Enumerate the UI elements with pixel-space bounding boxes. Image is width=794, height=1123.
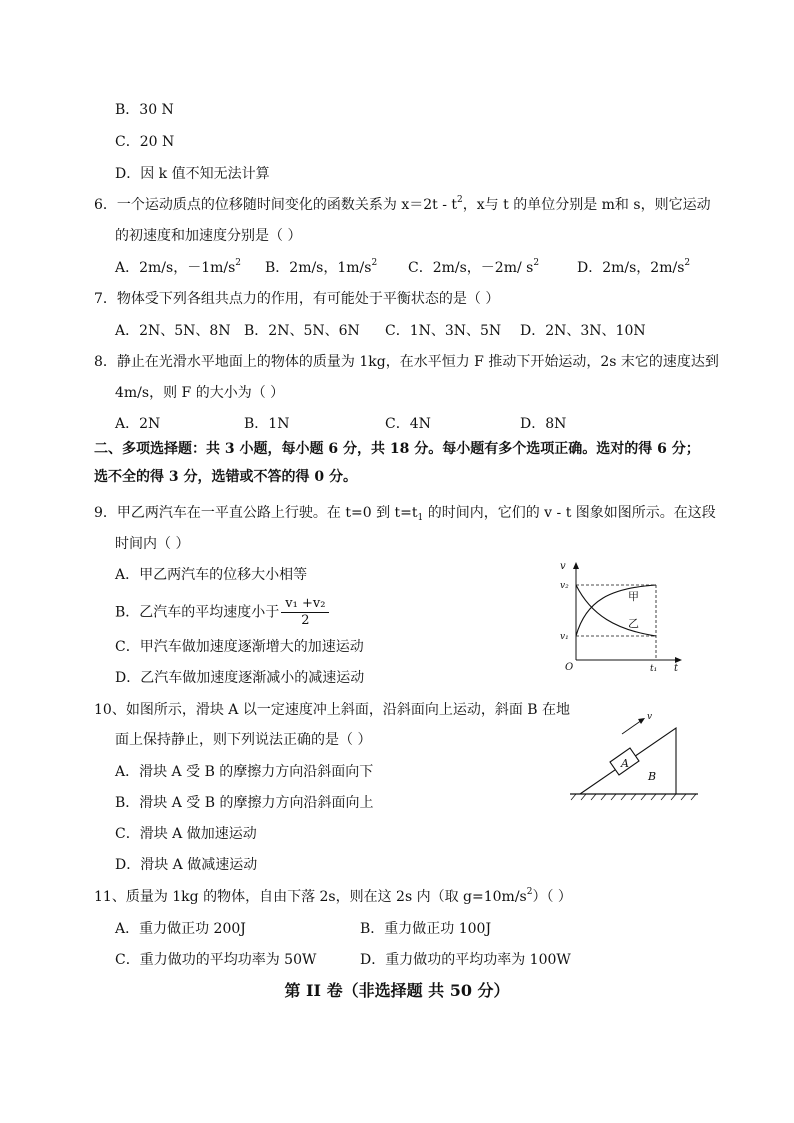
q9-stem-line1: 9．甲乙两汽车在一平直公路上行驶。在 t=0 到 $t=t_1$ 的时间内，它们的 v - t 图象如图所示。在这段: [94, 505, 716, 523]
q10-option-d: D．滑块 A 做减速运动: [115, 857, 258, 873]
section2-instructions-line1: 二、多项选择题：共 3 小题，每小题 6 分，共 18 分。每小题有多个选项正确。选对的得 6 分；: [94, 441, 700, 457]
v1-label: v₁: [560, 632, 569, 642]
origin-label: O: [565, 662, 574, 673]
curve-yi-label: 乙: [628, 617, 639, 630]
q10-option-c: C．滑块 A 做加速运动: [115, 826, 257, 842]
q8-stem-line1: 8．静止在光滑水平地面上的物体的质量为 1kg，在水平恒力 F 推动下开始运动，2s 末它的速度达到: [94, 354, 719, 370]
q7-stem: 7．物体受下列各组共点力的作用，有可能处于平衡状态的是（ ）: [94, 291, 500, 307]
q7-option-d: D．2N、3N、10N: [520, 323, 646, 339]
q8-option-b: B．1N: [244, 416, 290, 432]
q6-option-c: C．2m/s，－2m/ $s^2$: [408, 258, 540, 276]
q5-option-c: C．20 N: [115, 134, 175, 150]
velocity-arrow: [622, 720, 642, 734]
q8-option-a: A．2N: [115, 416, 161, 432]
v-axis-arrow: [573, 562, 579, 569]
q8-option-d: D．8N: [520, 416, 567, 432]
q11-stem: 11、质量为 1kg 的物体，自由下落 2s，则在这 2s 内（取 $g=10m/s^2$）（ ）: [94, 887, 572, 905]
q7-option-b: B．2N、5N、6N: [244, 323, 360, 339]
q6-stem-line1: 6．一个运动质点的位移随时间变化的函数关系为 $x=2t - t^2$，x与 t 的单位分别是 m和 s，则它运动: [94, 195, 711, 213]
q11-option-b: B．重力做正功 100J: [360, 921, 492, 937]
q9-option-d: D．乙汽车做加速度逐渐减小的减速运动: [115, 670, 365, 686]
t1-label: t₁: [650, 664, 658, 674]
q8-stem-line2: 4m/s，则 F 的大小为（ ）: [115, 385, 285, 401]
q9-fraction: $\frac{\text{v₁ +v₂}}{2}$: [281, 596, 329, 629]
q9-vt-graph: [556, 560, 686, 675]
t-axis-label: t: [674, 663, 679, 674]
q6-option-d: D．2m/s，$2m/s^2$: [577, 258, 691, 276]
q6-option-b: B．2m/s，$1m/s^2$: [265, 258, 378, 276]
q6-stem-line2: 的初速度和加速度分别是（ ）: [115, 228, 302, 244]
q11-option-a: A．重力做正功 200J: [115, 921, 246, 937]
q7-option-c: C．1N、3N、5N: [385, 323, 502, 339]
v-axis-label: v: [560, 561, 566, 572]
curve-jia: [576, 585, 656, 636]
q10-incline-figure: [568, 708, 700, 803]
part2-title: 第 II 卷（非选择题 共 50 分）: [284, 981, 510, 1000]
v2-label: v₂: [560, 581, 569, 591]
q8-option-c: C．4N: [385, 416, 431, 432]
q11-option-c: C．重力做功的平均功率为 50W: [115, 952, 317, 968]
curve-jia-label: 甲: [628, 590, 639, 603]
velocity-label: v: [647, 712, 653, 722]
q10-stem-line2: 面上保持静止，则下列说法正确的是（ ）: [115, 732, 372, 748]
section2-instructions-line2: 选不全的得 3 分，选错或不答的得 0 分。: [94, 469, 357, 485]
q6-option-a: A．2m/s，$-1m/s^2$: [115, 258, 242, 276]
q9-option-c: C．甲汽车做加速度逐渐增大的加速运动: [115, 639, 364, 655]
incline-b-label: B: [648, 770, 657, 783]
q9-stem-line2: 时间内（ ）: [115, 536, 190, 552]
q10-option-a: A．滑块 A 受 B 的摩擦力方向沿斜面向下: [115, 764, 374, 780]
q5-option-b: B．30 N: [115, 102, 174, 118]
q11-option-d: D．重力做功的平均功率为 100W: [360, 952, 571, 968]
q5-option-d: D．因 k 值不知无法计算: [115, 166, 270, 182]
q9-option-b: B．乙汽车的平均速度小于 $\frac{\text{v₁ +v₂}}{2}$: [115, 596, 329, 629]
q10-stem-line1: 10、如图所示，滑块 A 以一定速度冲上斜面，沿斜面向上运动，斜面 B 在地: [94, 702, 571, 718]
velocity-arrowhead: [638, 718, 645, 724]
q7-option-a: A．2N、5N、8N: [115, 323, 231, 339]
q10-option-b: B．滑块 A 受 B 的摩擦力方向沿斜面向上: [115, 795, 374, 811]
q9-option-a: A．甲乙两汽车的位移大小相等: [115, 567, 308, 583]
block-a-label: A: [621, 757, 629, 770]
ground-hatching: [571, 794, 696, 800]
